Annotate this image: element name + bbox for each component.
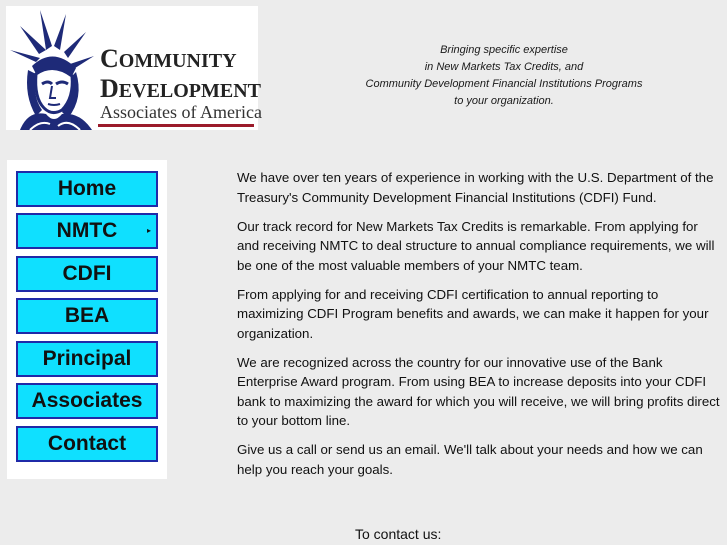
site-logo[interactable] (6, 6, 262, 130)
nav-nmtc-label: NMTC (56, 219, 118, 242)
tagline-line: in New Markets Tax Credits, and (424, 61, 584, 73)
nav-principal-label: Principal (42, 347, 132, 370)
nav-associates-label: Associates (31, 389, 143, 412)
tagline-line: Bringing specific expertise (440, 44, 568, 56)
nav-nmtc-button[interactable] (16, 213, 158, 249)
submenu-arrow-icon: ▸ (146, 226, 151, 235)
nav-bea-button[interactable] (16, 298, 158, 334)
logo-line-development: DEVELOPMENT (100, 74, 262, 103)
content-paragraph: From applying for and receiving CDFI certification to annual reporting to maximizing CDFI Program benefits and awards, we can make it happen for your organization. (237, 286, 709, 341)
nav-cdfi-label: CDFI (62, 262, 112, 285)
logo-line-associates: Associates of America (100, 102, 262, 122)
main-navigation (7, 160, 167, 479)
nav-bea-label: BEA (64, 304, 110, 327)
logo-underline (98, 124, 254, 127)
tagline-line: Community Development Financial Institutions Programs (365, 78, 643, 90)
contact-heading: To contact us: (355, 526, 442, 542)
content-paragraph: Give us a call or send us an email. We'll talk about your needs and how we can help you reach your goals. (237, 442, 703, 477)
nav-home-button[interactable] (16, 171, 158, 207)
main-content (237, 168, 721, 489)
nav-cdfi-button[interactable] (16, 256, 158, 292)
logo-line-community: COMMUNITY (100, 44, 237, 73)
content-paragraph: We have over ten years of experience in working with the U.S. Department of the Treasury's Community Development Financial Institutions (CDFI) Fund. (237, 170, 714, 205)
tagline (356, 42, 652, 110)
statue-of-liberty-icon (6, 6, 98, 130)
content-paragraph: We are recognized across the country for our innovative use of the Bank Enterprise Award program. From using BEA to increase deposits into your CDFI bank to maximizing the award for which you will receive, we will bring profits direct to your bottom line. (237, 354, 720, 428)
nav-home-label: Home (57, 177, 117, 200)
nav-associates-button[interactable] (16, 383, 158, 419)
nav-principal-button[interactable] (16, 341, 158, 377)
tagline-line: to your organization. (454, 95, 554, 107)
nav-contact-button[interactable] (16, 426, 158, 462)
nav-contact-label: Contact (47, 432, 127, 455)
content-paragraph: Our track record for New Markets Tax Credits is remarkable. From applying for and receiving NMTC to deal structure to annual compliance requirements, we will be one of the most valuable members of your NMTC team. (237, 218, 715, 273)
